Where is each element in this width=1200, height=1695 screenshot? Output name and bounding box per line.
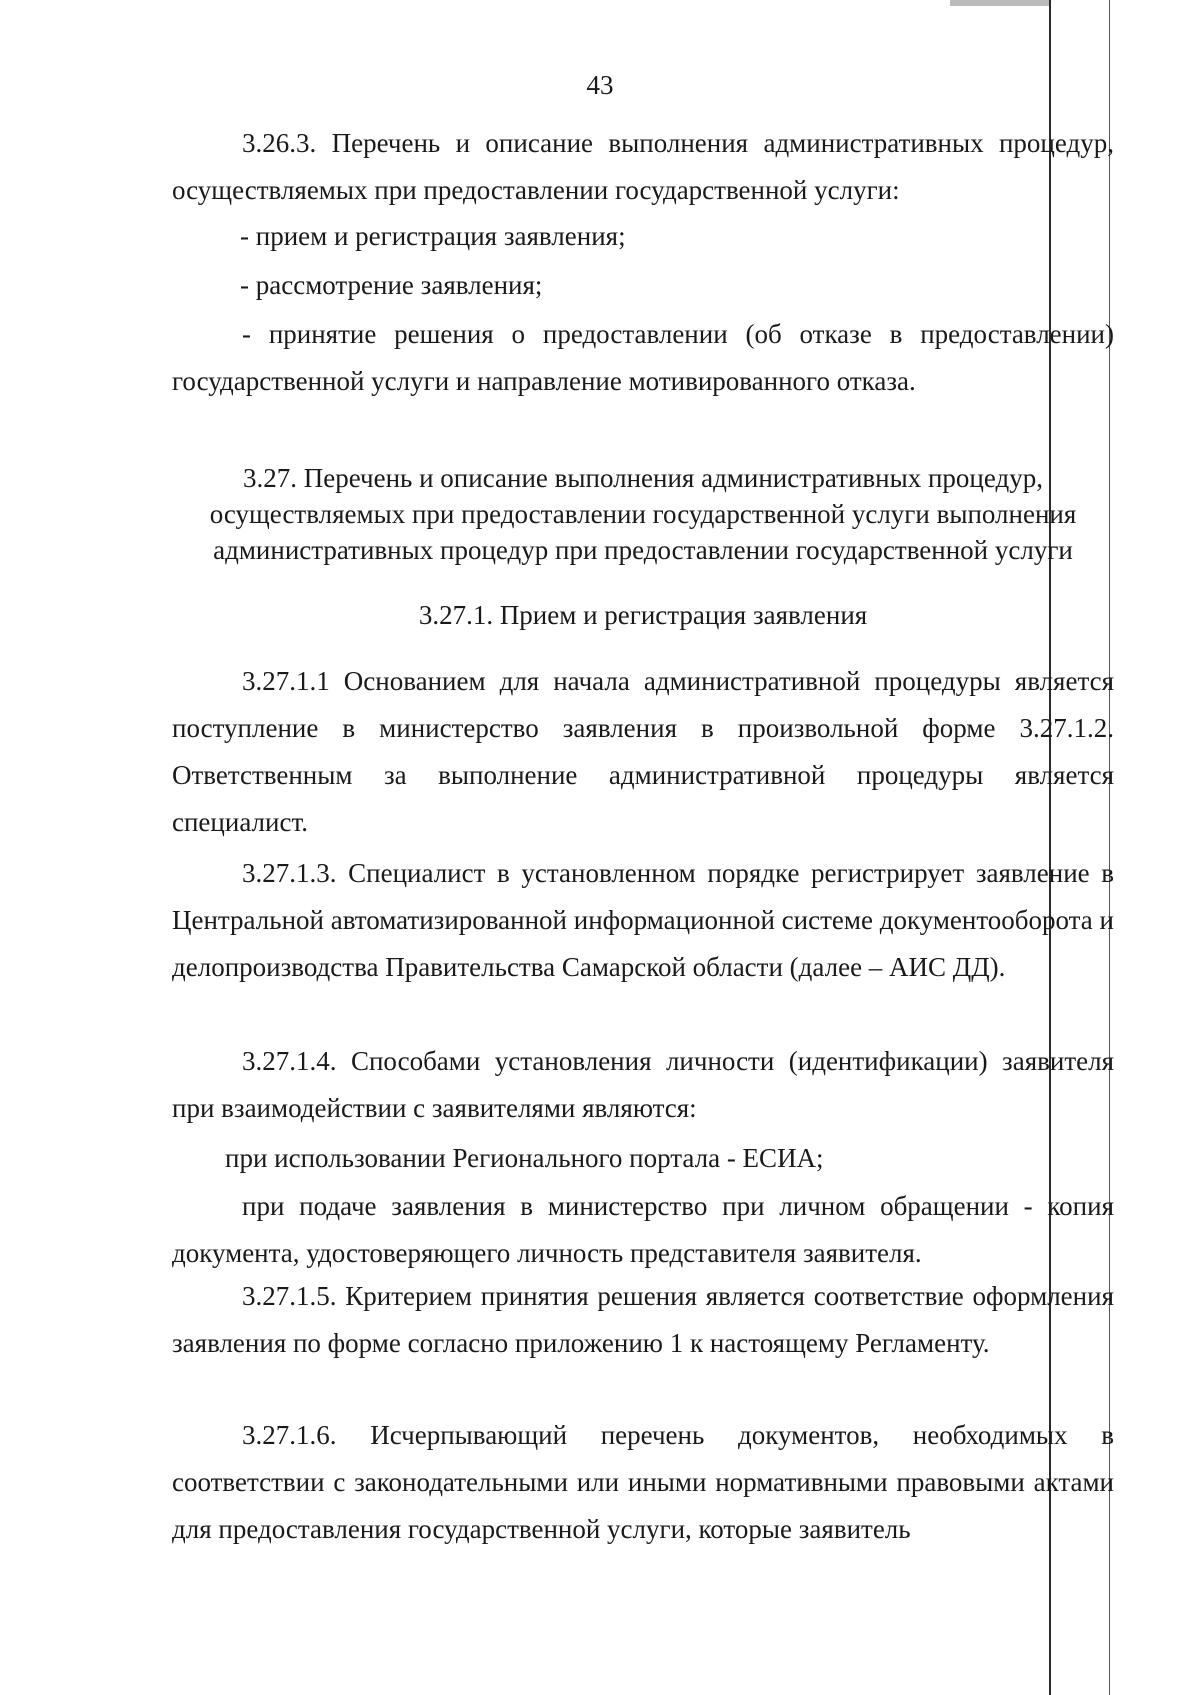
page-number: 43: [586, 70, 614, 100]
paragraph-3-26-3: 3.26.3. Перечень и описание выполнения административных процедур, осуществляемых при предоставлении государственной услуги:: [172, 128, 1114, 205]
scan-artifact: [950, 0, 1050, 6]
paragraph-3-27-1-4: 3.27.1.4. Способами установления личности (идентификации) заявителя при взаимодействии с заявителями являются:: [172, 1046, 1114, 1123]
subsection-heading-3-27-1: 3.27.1. Прием и регистрация заявления: [418, 600, 868, 630]
list-item-review: - рассмотрение заявления;: [240, 270, 543, 300]
paragraph-personal-visit: при подаче заявления в министерство при личном обращении - копия документа, удостоверяющего личность представителя заявителя.: [172, 1191, 1114, 1268]
paragraph-3-27-1-3: 3.27.1.3. Специалист в установленном порядке регистрирует заявление в Центральной автоматизированной информационной системе документооборота и делопроизводства Правительства Самарской области (далее – АИС ДД).: [172, 858, 1114, 982]
section-heading-3-27: 3.27. Перечень и описание выполнения административных процедур, осуществляемых при предоставлении государственной услуги выполнения административных процедур при предоставлении государственной услуги: [209, 463, 1077, 565]
paragraph-3-27-1-1: 3.27.1.1 Основанием для начала административной процедуры является поступление в министерство заявления в произвольной форме 3.27.1.2. Ответственным за выполнение административной процедуры является специалист.: [172, 666, 1114, 837]
paragraph-esia: при использовании Регионального портала - ЕСИА;: [225, 1143, 824, 1173]
paragraph-3-27-1-6: 3.27.1.6. Исчерпывающий перечень документов, необходимых в соответствии с законодательными или иными нормативными правовыми актами для предоставления государственной услуги, которые заявитель: [172, 1420, 1114, 1544]
paragraph-3-27-1-5: 3.27.1.5. Критерием принятия решения является соответствие оформления заявления по форме согласно приложению 1 к настоящему Регламенту.: [172, 1281, 1114, 1358]
list-item-reception: - прием и регистрация заявления;: [240, 221, 626, 251]
list-item-decision: - принятие решения о предоставлении (об отказе в предоставлении) государственной услуги и направление мотивированного отказа.: [172, 319, 1114, 396]
